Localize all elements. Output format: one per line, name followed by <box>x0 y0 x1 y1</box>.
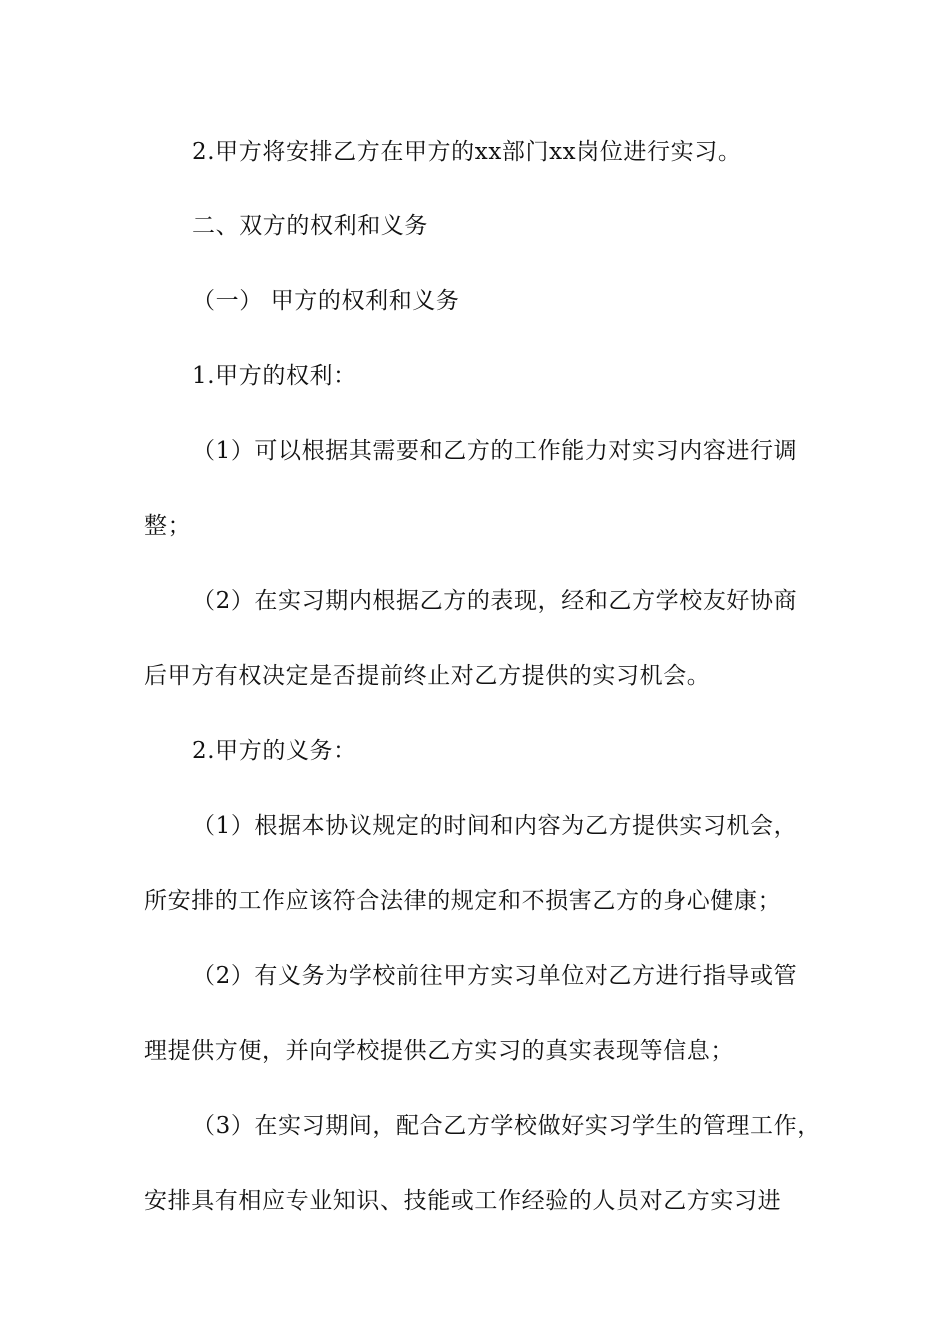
paragraph-obligation-3-line-2: 安排具有相应专业知识、技能或工作经验的人员对乙方实习进 <box>144 1188 782 1214</box>
item-heading-party-a-obligations: 2.甲方的义务： <box>192 738 357 764</box>
paragraph-obligation-2-line-1: （2）有义务为学校前往甲方实习单位对乙方进行指导或管 <box>192 963 798 989</box>
item-heading-party-a-rights: 1.甲方的权利： <box>192 363 357 389</box>
paragraph-obligation-1-line-1: （1）根据本协议规定的时间和内容为乙方提供实习机会， <box>192 813 798 839</box>
paragraph-obligation-2-line-2: 理提供方便，并向学校提供乙方实习的真实表现等信息； <box>144 1038 734 1064</box>
paragraph-obligation-1-line-2: 所安排的工作应该符合法律的规定和不损害乙方的身心健康； <box>144 888 782 914</box>
paragraph-obligation-3-line-1: （3）在实习期间，配合乙方学校做好实习学生的管理工作， <box>192 1113 821 1139</box>
paragraph-right-1-line-1: （1）可以根据其需要和乙方的工作能力对实习内容进行调 <box>192 438 798 464</box>
section-heading-rights-obligations: 二、双方的权利和义务 <box>192 213 428 239</box>
paragraph-right-2-line-1: （2）在实习期内根据乙方的表现，经和乙方学校友好协商 <box>192 588 798 614</box>
subsection-heading-party-a: （一） 甲方的权利和义务 <box>192 288 460 314</box>
paragraph-right-1-line-2: 整； <box>144 513 192 539</box>
paragraph-internship-position: 2.甲方将安排乙方在甲方的xx部门xx岗位进行实习。 <box>192 139 742 165</box>
paragraph-right-2-line-2: 后甲方有权决定是否提前终止对乙方提供的实习机会。 <box>144 663 711 689</box>
